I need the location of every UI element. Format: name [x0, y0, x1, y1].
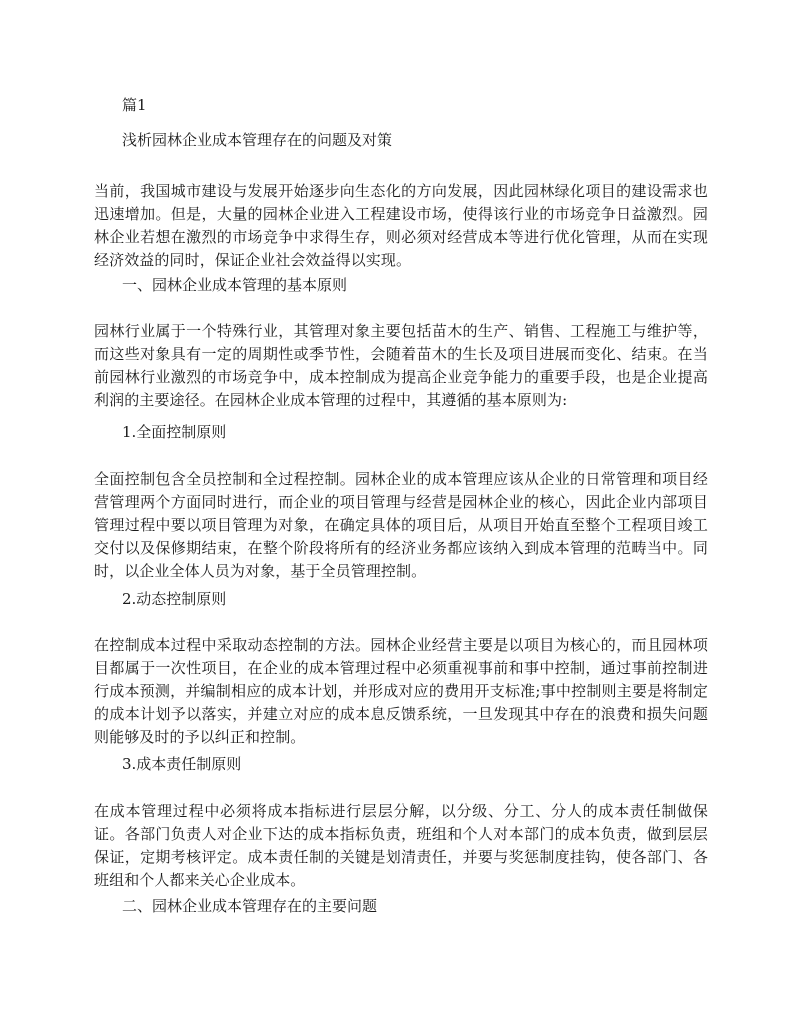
- subsection-2-paragraph: 在控制成本过程中采取动态控制的方法。园林企业经营主要是以项目为核心的，而且园林项目都属于一次性项目，在企业的成本管理过程中必须重视事前和事中控制，通过事前控制进行成本预测，并编制相应的成本计划，并形成对应的费用开支标准;事中控制则主要是将制定的成本计划予以落实，并建立对应的成本息反馈系统，一旦发现其中存在的浪费和损失问题则能够及时的予以纠正和控制。: [94, 636, 708, 746]
- subsection-3-heading: 3.成本责任制原则: [122, 755, 242, 773]
- subsection-2-heading: 2.动态控制原则: [122, 590, 227, 608]
- intro-paragraph: 当前，我国城市建设与发展开始逐步向生态化的方向发展，因此园林绿化项目的建设需求也迅速增加。但是，大量的园林企业进入工程建设市场，使得该行业的市场竞争日益激烈。园林企业若想在激烈的市场竞争中求得生存，则必须对经营成本等进行优化管理，从而在实现经济效益的同时，保证企业社会效益得以实现。: [94, 182, 708, 269]
- subsection-1-paragraph: 全面控制包含全员控制和全过程控制。园林企业的成本管理应该从企业的日常管理和项目经营管理两个方面同时进行，而企业的项目管理与经营是园林企业的核心，因此企业内部项目管理过程中要以项目管理为对象，在确定具体的项目后，从项目开始直至整个工程项目竣工交付以及保修期结束，在整个阶段将所有的经济业务都应该纳入到成本管理的范畴当中。同时，以企业全体人员为对象，基于全员管理控制。: [94, 470, 708, 580]
- document-title: 浅析园林企业成本管理存在的问题及对策: [122, 131, 393, 149]
- subsection-1-heading: 1.全面控制原则: [122, 423, 227, 441]
- subsection-3-paragraph: 在成本管理过程中必须将成本指标进行层层分解，以分级、分工、分人的成本责任制做保证。各部门负责人对企业下达的成本指标负责，班组和个人对本部门的成本负责，做到层层保证，定期考核评定。成本责任制的关键是划清责任，并要与奖惩制度挂钩，使各部门、各班组和个人都来关心企业成本。: [94, 802, 708, 889]
- section-1-paragraph: 园林行业属于一个特殊行业，其管理对象主要包括苗木的生产、销售、工程施工与维护等，而这些对象具有一定的周期性或季节性，会随着苗木的生长及项目进展而变化、结束。在当前园林行业激烈的市场竞争中，成本控制成为提高企业竞争能力的重要手段，也是企业提高利润的主要途径。在园林企业成本管理的过程中，其遵循的基本原则为:: [94, 322, 708, 409]
- section-1-heading: 一、园林企业成本管理的基本原则: [122, 276, 348, 294]
- document-label: 篇1: [122, 96, 147, 114]
- section-2-heading: 二、园林企业成本管理存在的主要问题: [122, 897, 378, 915]
